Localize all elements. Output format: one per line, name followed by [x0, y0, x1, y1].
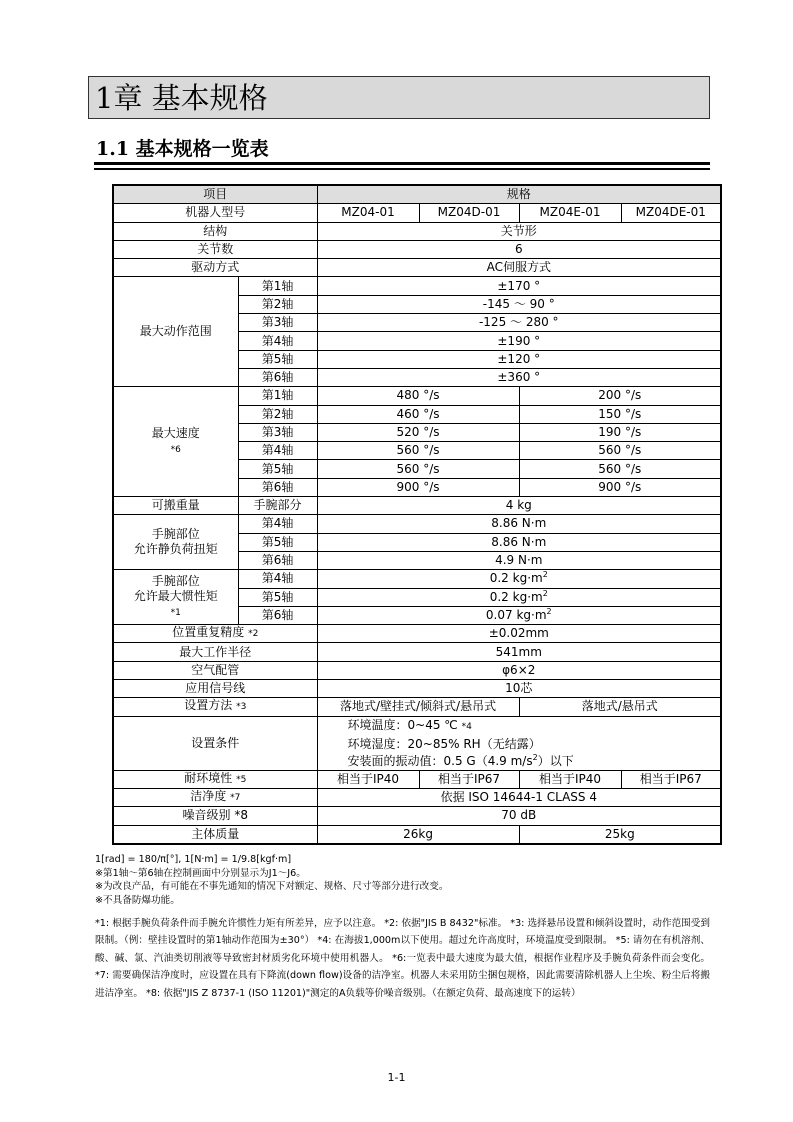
row-label	[113, 515, 238, 570]
note-ref: *1	[170, 607, 181, 618]
row-label: 可搬重量	[113, 497, 238, 515]
cell: 460 °/s	[317, 405, 519, 423]
cell: 520 °/s	[317, 423, 519, 441]
note-ref: *3	[236, 702, 247, 713]
cell: ±120 °	[317, 350, 721, 368]
table-row	[113, 788, 721, 806]
footnotes: *1: 根据手腕负荷条件而手腕允许惯性力矩有所差异，应予以注意。 *2: 依据"JIS B 8432"标准。 *3: 选择悬吊设置和倾斜设置时，动作范围受到限制。（例：壁挂设置时的第1轴动作范围为±30°） *4: 在海拔1,000m以下使用。超过允许高度时，环境温度受到限制。 *5: 请勿在有机溶剂、酸、碱、氯、汽油类切削液等导致密封材质劣化环境中使用机器人。 *6:一览表中最大速度为最大值，根据作业程序及手腕负荷条件而会变化。 *7: 需要确保洁净度时，应设置在具有下降流(down flow)设备的洁净室。机器人未采用防尘捆包规格，因此需要清除机器人上尘埃、粉尘后将搬进洁净室。 *8: 依据"JIS Z 8737-1 (ISO 11201)"测定的A负载等价噪音级别。（在额定负荷、最高速度下的运转）	[95, 918, 710, 999]
axis-label: 第5轴	[238, 533, 317, 551]
table-row	[113, 259, 721, 277]
cell: 70 dB	[317, 807, 721, 825]
axis-label: 第5轴	[238, 588, 317, 606]
row-label	[113, 570, 238, 625]
cell: 560 °/s	[519, 460, 721, 478]
table-row	[113, 240, 721, 258]
table-row	[113, 570, 721, 588]
superscript: 2	[542, 588, 548, 598]
table-row	[113, 497, 721, 515]
row-label	[113, 625, 317, 643]
row-label	[113, 698, 317, 716]
axis-label: 第2轴	[238, 295, 317, 313]
cell: 10芯	[317, 680, 721, 698]
cell: 900 °/s	[317, 478, 519, 496]
note-ref: *6	[170, 444, 181, 455]
section-rule	[94, 162, 710, 165]
note-line: ※为改良产品，有可能在不事先通知的情况下对额定、规格、尺寸等部分进行改变。	[95, 881, 449, 892]
axis-label: 第4轴	[238, 570, 317, 588]
cell: ±360 °	[317, 368, 721, 386]
label-text: 手腕部位	[151, 527, 200, 542]
cell: 150 °/s	[519, 405, 721, 423]
note-line: ※不具备防爆功能。	[95, 894, 180, 906]
table-row	[113, 698, 721, 716]
superscript: 2	[532, 752, 538, 762]
label-text: 允许静负荷扭矩	[133, 542, 218, 557]
label-text: 洁净度	[190, 789, 227, 804]
cell: 4 kg	[317, 497, 721, 515]
cell: 900 °/s	[519, 478, 721, 496]
table-row	[113, 807, 721, 825]
cell: 560 °/s	[317, 442, 519, 460]
cond-line: 安装面的振动值：0.5 G（4.9 m/s	[347, 753, 533, 768]
table-row	[113, 387, 721, 405]
label-text: 耐环境性	[184, 770, 233, 785]
axis-label: 第5轴	[238, 350, 317, 368]
page-number: 1-1	[387, 1071, 406, 1084]
row-label	[113, 770, 317, 788]
section-rule	[94, 168, 710, 170]
label-text: 手腕部位	[151, 573, 200, 588]
label-text: 位置重复精度	[172, 625, 245, 640]
row-label	[113, 788, 317, 806]
table-notes	[95, 853, 448, 907]
axis-label: 第1轴	[238, 387, 317, 405]
cell: 26kg	[317, 825, 519, 844]
cell: -125 ～ 280 °	[317, 314, 721, 332]
cell: 相当于IP67	[419, 770, 519, 788]
section-title: 1.1 基本规格一览表	[96, 138, 269, 160]
note-ref: *4	[461, 721, 472, 732]
table-row	[113, 770, 721, 788]
header-spec: 规格	[317, 185, 721, 204]
axis-label: 第4轴	[238, 515, 317, 533]
cell: 541mm	[317, 643, 721, 661]
note-ref: *5	[236, 774, 247, 785]
axis-label: 第4轴	[238, 442, 317, 460]
table-row	[113, 680, 721, 698]
axis-label: 第6轴	[238, 606, 317, 624]
label-text: 最大速度	[151, 425, 200, 440]
cell	[317, 570, 721, 588]
value: 0.2 kg·m	[489, 589, 543, 604]
table-row	[113, 185, 721, 204]
axis-label: 第3轴	[238, 314, 317, 332]
cond-line: 环境温度：0~45 ℃	[347, 717, 458, 732]
cell: MZ04DE-01	[621, 204, 721, 222]
table-row	[113, 825, 721, 844]
axis-label: 第6轴	[238, 478, 317, 496]
spec-table	[112, 184, 722, 845]
cell	[317, 606, 721, 624]
row-label: 关节数	[113, 240, 317, 258]
row-label: 主体质量	[113, 825, 317, 844]
cond-line: 环境湿度：20~85% RH（无结露）	[347, 736, 541, 751]
row-label	[113, 807, 317, 825]
cell: 560 °/s	[519, 442, 721, 460]
superscript: 2	[546, 606, 552, 616]
cell: MZ04D-01	[419, 204, 519, 222]
cell: 200 °/s	[519, 387, 721, 405]
table-row	[113, 204, 721, 222]
value: 0.07 kg·m	[485, 607, 547, 622]
row-label: 空气配管	[113, 661, 317, 679]
value: 0.2 kg·m	[489, 571, 543, 586]
row-label: 驱动方式	[113, 259, 317, 277]
chapter-title: 1章 基本规格	[95, 81, 268, 115]
table-row	[113, 515, 721, 533]
table-row	[113, 643, 721, 661]
cell: MZ04-01	[317, 204, 419, 222]
axis-label: 第3轴	[238, 423, 317, 441]
axis-label: 第4轴	[238, 332, 317, 350]
table-row	[113, 716, 721, 770]
axis-label: 第5轴	[238, 460, 317, 478]
note-ref: *2	[248, 629, 259, 640]
cell: 480 °/s	[317, 387, 519, 405]
axis-label: 第2轴	[238, 405, 317, 423]
cell: 25kg	[519, 825, 721, 844]
row-label: 最大工作半径	[113, 643, 317, 661]
axis-label: 第6轴	[238, 551, 317, 569]
row-label: 最大动作范围	[113, 277, 238, 387]
cell: 相当于IP40	[317, 770, 419, 788]
cell: 4.9 N·m	[317, 551, 721, 569]
cell: 8.86 N·m	[317, 533, 721, 551]
cell: 关节形	[317, 222, 721, 240]
cell: ±190 °	[317, 332, 721, 350]
header-item: 项目	[113, 185, 317, 204]
note-line: ※第1轴～第6轴在控制画面中分别显示为J1～J6。	[95, 867, 306, 879]
row-label: 结构	[113, 222, 317, 240]
cell: 6	[317, 240, 721, 258]
note-ref: *7	[230, 793, 241, 804]
row-label: 设置条件	[113, 716, 317, 770]
label-text: 允许最大惯性矩	[133, 588, 218, 603]
table-row	[113, 625, 721, 643]
row-label	[113, 387, 238, 497]
cell: 560 °/s	[317, 460, 519, 478]
cell: ±170 °	[317, 277, 721, 295]
table-row	[113, 222, 721, 240]
cell: ±0.02mm	[317, 625, 721, 643]
cell: 依据 ISO 14644-1 CLASS 4	[317, 788, 721, 806]
cell: 落地式/壁挂式/倾斜式/悬吊式	[317, 698, 519, 716]
note-line: 1[rad] = 180/π[°], 1[N·m] = 1/9.8[kgf·m]	[95, 854, 292, 865]
label-text: 噪音级别	[182, 808, 231, 823]
cell: 相当于IP67	[621, 770, 721, 788]
cell: φ6×2	[317, 661, 721, 679]
axis-label: 第6轴	[238, 368, 317, 386]
row-label: 机器人型号	[113, 204, 317, 222]
cell: MZ04E-01	[519, 204, 621, 222]
cell: 190 °/s	[519, 423, 721, 441]
cell: -145 ～ 90 °	[317, 295, 721, 313]
cond-line: ）以下	[537, 753, 574, 768]
cell: 8.86 N·m	[317, 515, 721, 533]
cell	[317, 716, 721, 770]
label-text: 设置方法	[184, 698, 233, 713]
row-label: 应用信号线	[113, 680, 317, 698]
cell	[317, 588, 721, 606]
cell: 落地式/悬吊式	[519, 698, 721, 716]
cell: 相当于IP40	[519, 770, 621, 788]
note-ref: *8	[234, 808, 248, 823]
axis-label: 手腕部分	[238, 497, 317, 515]
axis-label: 第1轴	[238, 277, 317, 295]
chapter-title-box	[88, 76, 710, 119]
table-row	[113, 661, 721, 679]
superscript: 2	[542, 570, 548, 580]
table-row	[113, 277, 721, 295]
cell: AC伺服方式	[317, 259, 721, 277]
